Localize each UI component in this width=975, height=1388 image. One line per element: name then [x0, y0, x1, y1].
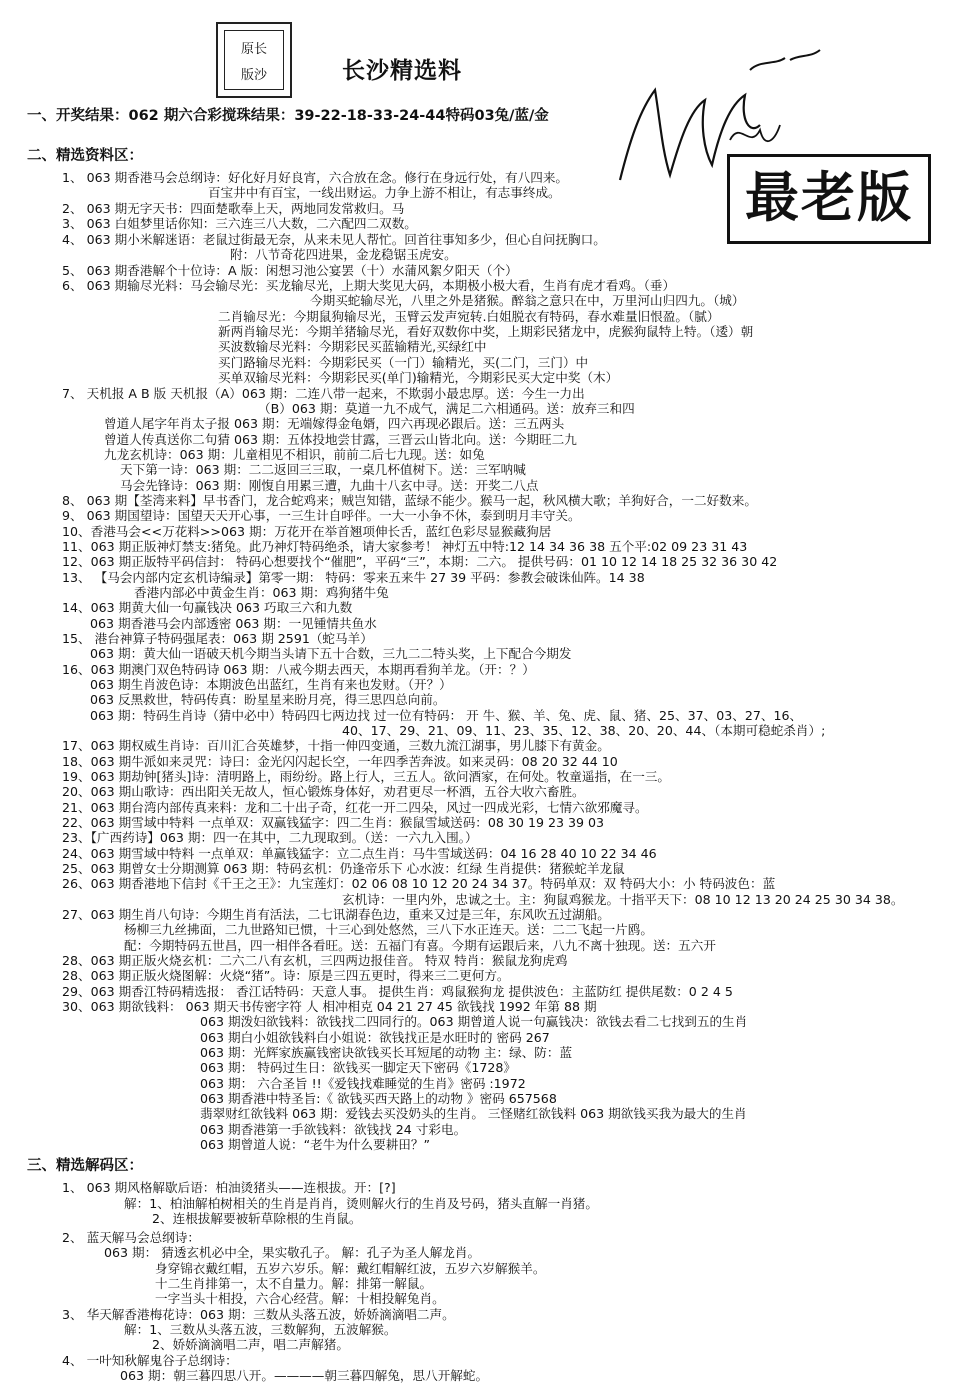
text-line: 2、娇娇滴滴唱二声，唱二声解猪。: [152, 1337, 349, 1352]
text-line: 曾道人尾字年肖太子报 063 期：无端嫁得金龟婿，四六再现必跟后。送：三五两头: [104, 416, 565, 431]
text-line: 5、 063 期香港解个十位诗：A 版：闲想习池公宴罢（十）水蒲风絮夕阳天（个）: [62, 263, 518, 278]
text-line: 天下第一诗：063 期：二二返回三三取，一桌几杯值树下。送：三军呐喊: [120, 462, 526, 477]
text-line: 063 期香港中特圣旨:《 欲钱买西天路上的动物 》密码 657568: [200, 1091, 557, 1106]
section-heading: 二、精选资料区：: [27, 148, 143, 164]
text-line: 063 期白小姐欲钱料白小姐说：欲钱找正是水旺时的 密码 267: [200, 1030, 550, 1045]
text-line: 一字当头十相投，六合心经营。解：十相投解兔肖。: [155, 1291, 445, 1306]
text-line: 曾道人传真送你二句猜 063 期：五体投地尝甘露，三晋云山皆北向。送：今期旺二九: [104, 432, 577, 447]
stamp-line-2: 版沙: [240, 68, 267, 83]
text-line: 香港内部必中黄金生肖：063 期：鸡狗猪牛兔: [134, 585, 389, 600]
text-line: 12、063 期正版特平码信封： 特码心想要找个“催肥”，平码“三”，本期：二六。 提供号码：01 10 12 14 18 25 32 36 30 42: [62, 554, 778, 569]
text-line: 063 期香港第一手欲钱料：欲钱找 24 寸彩电。: [200, 1122, 467, 1137]
text-line: 24、063 期雪域中特料 一点单双：单赢钱猛字：立二点生肖：马牛雪域送码：04 16 28 40 10 22 34 46: [62, 846, 657, 861]
text-line: 23、【广西药诗】063 期：四一在其中，二九现取到。（送：一六九入围。）: [62, 830, 478, 845]
text-line: 10、香港马会<<万花料>>063 期：万花开在举首翘项伸长舌，蓝红色彩尽显猴藏狗居: [62, 524, 552, 539]
text-line: 063 期曾道人说：“老牛为什么要耕田？”: [200, 1137, 430, 1152]
text-line: 063 期：光辉家族赢钱密诀欲钱买长耳短尾的动物 主：绿、防：蓝: [200, 1045, 573, 1060]
text-line: 今期买蛇输尽光，八里之外是猪猴。醉翁之意只在中，万里河山归四九。（城）: [310, 293, 745, 308]
text-line: 063 期：朝三暮四思八开。————朝三暮四解兔，思八开解蛇。: [120, 1368, 489, 1383]
text-line: 1、 063 期香港马会总纲诗：好化好月好良宵，六合放在念。修行在身远行处，有八四来。: [62, 170, 569, 185]
text-line: 解：1、三数从头落五波，三数解狗，五波解猴。: [124, 1322, 397, 1337]
text-line: 26、063 期香港地下信封《千王之王》：九宝莲灯：02 06 08 10 12 20 24 34 37。特码单双：双 特码大小：小 特码波色：蓝: [62, 876, 776, 891]
text-line: 063 期： 猜透玄机必中全，果实敬孔子。 解：孔子为圣人解龙肖。: [104, 1245, 481, 1260]
text-line: 17、063 期权威生肖诗：百川汇合英雄梦，十指一伸四变通，三数九流江湖事，男儿膝下有黄金。: [62, 738, 610, 753]
text-line: 11、063 期正版神灯禁支:猪兔。此乃神灯特码绝杀，请大家参考！ 神灯五中特:12 14 34 36 38 五个平:02 09 23 31 43: [62, 539, 748, 554]
text-line: 15、 港台神算子特码强尾表：063 期 2591（蛇马羊）: [62, 631, 373, 646]
section-heading: 一、开奖结果：062 期六合彩搅珠结果：39-22-18-33-24-44特码03兔/蓝/金: [27, 108, 549, 124]
text-line: 翡翠财红欲钱料 063 期：爱钱去买没奶头的生肖。 三怪赌红欲钱料 063 期欲钱买我为最大的生肖: [200, 1106, 747, 1121]
text-line: 40、17、29、21、09、11、23、35、12、38、20、20、44、（本期可稳蛇杀肖）;: [342, 723, 826, 738]
text-line: 19、063 期劫钟[猪头]诗：清明路上，雨纷纷。路上行人，三五人。欲问酒家，在何处。牧童遥指，在一三。: [62, 769, 671, 784]
page-title: 长沙精选料: [342, 58, 462, 84]
text-line: 十二生肖排第一，太不自量力。解：排第一解鼠。: [155, 1276, 433, 1291]
text-line: 063 期： 特码过生日：欲钱买一脚定天下密码《1728》: [200, 1060, 516, 1075]
text-line: 新两肖输尽光：今期羊猪输尽光，看好双数你中奖，上期彩民猪龙中，虎猴狗鼠特上特。（逶）朝: [218, 324, 754, 339]
text-line: 21、063 期台湾内部传真来料：龙和二十出子奇，红花一开二四朵，风过一四成光彩，七情六欲邪魔寻。: [62, 800, 648, 815]
text-line: 身穿锦衣戴红帽，五岁六岁乐。解：戴红帽解红波，五岁六岁解猴羊。: [155, 1261, 546, 1276]
text-line: 2、连根拔解要被斩草除根的生肖鼠。: [152, 1211, 362, 1226]
text-line: 18、063 期牛派如来灵咒：诗曰：金光闪闪起长空，一年四季苦奔波。如来灵码：08 20 32 44 10: [62, 754, 618, 769]
text-line: 买单双输尽光料：今期彩民买(单门)输精光，今期彩民买大定中奖（木）: [218, 370, 619, 385]
text-line: 063 期泼妇欲钱料：欲钱找二四同行的。063 期曾道人说一句赢钱决：欲钱去看二七找到五的生肖: [200, 1014, 748, 1029]
text-line: 3、 063 白姐梦里话你知：三六连三八大数，二六配四二双数。: [62, 216, 417, 231]
text-line: 28、063 期正版火烧玄机：二六二八有玄机，三四两边报佳音。 特双 特肖：猴鼠龙狗虎鸡: [62, 953, 568, 968]
text-line: 玄机诗：一里内外，忠诚之士。主：狗鼠鸡猴龙。十指平天下：08 10 12 13 20 24 25 30 34 38。: [342, 892, 904, 907]
text-line: 马会先锋诗：063 期：刚愎自用累三遭，九曲十八玄中寻。送：开奖二八点: [120, 478, 539, 493]
text-line: 4、 一叶知秋解鬼谷子总纲诗：: [62, 1353, 238, 1368]
text-line: 买门路输尽光料：今期彩民买（一门）输精光，买(二门，三门）中: [218, 355, 589, 370]
text-line: 买波数输尽光料：今期彩民买蓝输精光,买绿红中: [218, 339, 487, 354]
text-line: 3、 华天解香港梅花诗：063 期：三数从头落五波，娇娇滴滴唱二声。: [62, 1307, 455, 1322]
text-line: 百宝井中有百宝，一线出财运。力争上游不相让，有志事终成。: [208, 185, 561, 200]
text-line: 30、063 期欲钱料： 063 期天书传密字符 人 相冲相克 04 21 27 45 欲钱找 1992 年第 88 期: [62, 999, 597, 1014]
text-line: 14、063 期黄大仙一句赢钱决 063 巧取三六和九数: [62, 600, 353, 615]
section-heading: 三、精选解码区：: [27, 1158, 143, 1174]
text-line: 063 期生肖波色诗：本期波色出蓝红，生肖有来也发财。（开？）: [90, 677, 452, 692]
stamp-box: [216, 22, 292, 98]
text-line: 27、063 期生肖八句诗：今期生肖有活法，二七讯湖春色边，重来又过是三年，东风吹五过湖船。: [62, 907, 610, 922]
text-line: 20、063 期山歌诗：西出阳关无故人，恒心锻炼身体好，劝君更尽一杯酒，五谷大收六畜胜。: [62, 784, 585, 799]
text-line: 25、063 期曾女士分期测算 063 期：特码玄机：仍逢帝乐下 心水波：红绿 生肖提供：猪猴蛇羊龙鼠: [62, 861, 625, 876]
text-line: 29、063 期香江特码精选报： 香江话特码：天意人事。 提供生肖：鸡鼠猴狗龙 提供波色：主蓝防红 提供尾数：0 2 4 5: [62, 984, 733, 999]
text-line: 13、 【马会内部内定玄机诗编录】第零一期： 特码：零来五来牛 27 39 平码：参教会破诛仙阵。14 38: [62, 570, 645, 585]
text-line: 配：今期特码五世昌，四一相伴各看旺。送：五福门有喜。今期有运跟后来，八九不离十独现。送：五六开: [124, 938, 716, 953]
text-line: 九龙玄机诗：063 期：儿童相见不相识，前前二后七九现。送：如兔: [104, 447, 485, 462]
text-line: 2、 063 期无字天书：四面楚歌奉上天，两地同发常救归。马: [62, 201, 405, 216]
text-line: 063 期：特码生肖诗（猜中必中）特码四七两边找 过一位有特码： 开 牛、猴、羊、兔、虎、鼠、猪、25、37、03、27、16、: [90, 708, 803, 723]
text-line: 22、063 期雪域中特料 一点单双：双赢钱猛字：四二生肖：猴鼠雪域送码：08 30 19 23 39 03: [62, 815, 605, 830]
text-line: （B）063 期：莫道一九不成气，满足二六相通码。送：放弃三和四: [258, 401, 635, 416]
text-line: 4、 063 期小米解迷语：老鼠过街最无奈，从来未见人帮忙。回首往事知多少，但心自问抚胸口。: [62, 232, 606, 247]
text-line: 解：1、柏油解柏树相关的生肖是肖肖，烫则解火行的生肖及号码，猪头直解一肖猪。: [124, 1196, 598, 1211]
text-line: 28、063 期正版火烧图解：火烧“猪”。诗：原是三四五更时，得来三二更何方。: [62, 968, 510, 983]
text-line: 8、 063 期【荃湾来料】早书香门，龙合蛇鸡来；贼岂知错，蓝绿不能少。猴马一起，秋风横大歌；羊狗好合，一二好数来。: [62, 493, 757, 508]
text-line: 9、 063 期国望诗：国望天天开心事，一三生计自呼伴。一大一小争不休，泰到明月丰守关。: [62, 508, 581, 523]
text-line: 附：八节奇花四进果，金龙稳锯玉虎安。: [230, 247, 457, 262]
text-line: 063 期香港马会内部透密 063 期：一见锺情共鱼水: [90, 616, 377, 631]
oldest-version-badge: 最老版: [727, 154, 931, 244]
text-line: 063 期： 六合圣旨 !!《爱钱找难睡觉的生肖》密码 :1972: [200, 1076, 526, 1091]
text-line: 杨柳三九丝拂面，二九世路知已惯，十三心到处悠然，三八下水正连天。送：二二飞起一片鸥。: [124, 922, 653, 937]
text-line: 063 反黑救世，特码传真：盼星星来盼月亮，得三思四总向前。: [90, 692, 446, 707]
stamp-line-1: 原长: [240, 42, 267, 57]
text-line: 7、 天机报 A B 版 天机报（A）063 期：二连八带一起来，不欺弱小最忠厚。送：今生一力出: [62, 386, 585, 401]
text-line: 6、 063 期输尽光料：马会输尽光：买龙输尽光，上期大奖见大码，本期极小极大看，生肖有虎才看鸡。（垂）: [62, 278, 676, 293]
text-line: 2、 蓝天解马会总纲诗：: [62, 1230, 200, 1245]
text-line: 063 期：黄大仙一语破天机今期当头请下五十合数，三九二二特头奖，上下配合今期发: [90, 646, 572, 661]
text-line: 16、063 期澳门双色特码诗 063 期：八戒今期去西天，本期再看狗羊龙。（开：？）: [62, 662, 535, 677]
text-line: 1、 063 期风格解歇后语：柏油烫猪头——连根拔。开：[?]: [62, 1180, 396, 1195]
stamp-inner: [224, 30, 284, 90]
text-line: 二肖输尽光：今期鼠狗输尽光，玉臂云发声宛转.白姐脱衣有特码，春水难量旧恨盈。（腻）: [218, 309, 720, 324]
